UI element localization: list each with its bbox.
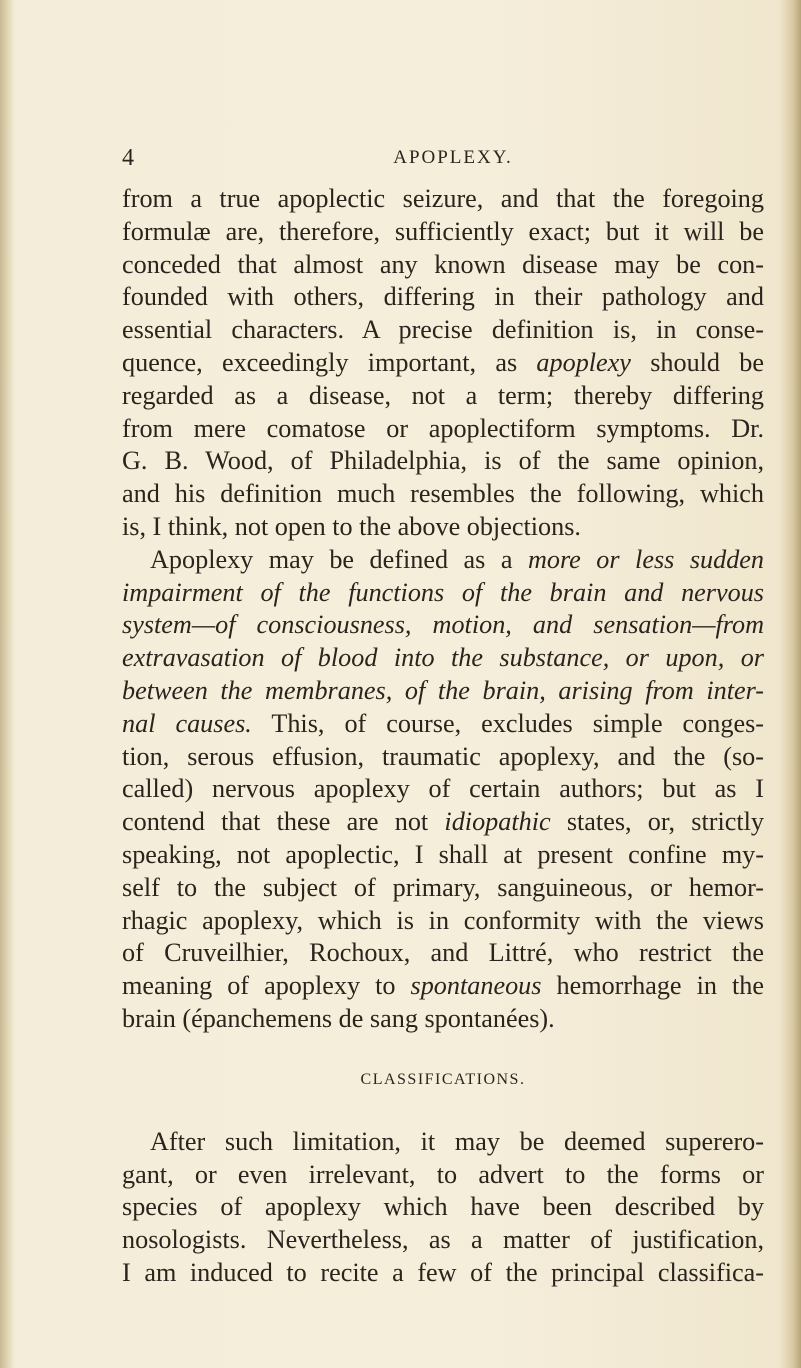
italic-phrase: nal causes. [122,708,252,738]
body-text [122,183,764,1290]
page-gutter-shadow [0,0,14,1368]
text-line: is, I think, not open to the above objections. [122,511,581,541]
page-edge-shadow [779,0,801,1368]
text-line: meaning of apoplexy to spontaneous hemorrhage in the [122,971,764,1001]
text-line: from mere comatose or apoplectiform symptoms. Dr. [122,413,764,443]
italic-line: between the membranes, of the brain, arising from inter- [122,675,764,705]
paragraph-continued [122,183,764,544]
text-line: of Cruveilhier, Rochoux, and Littré, who restrict the [122,938,764,968]
text-line: regarded as a disease, not a term; thereby differing [122,380,764,410]
paragraph-definition [122,544,764,1036]
section-heading: CLASSIFICATIONS. [360,1070,526,1088]
italic-line: impairment of the functions of the brain and nervous [122,577,764,607]
running-head: APOPLEXY. [393,147,513,168]
italic-term: idiopathic [444,807,551,837]
text-line: brain (épanchemens de sang spontanées). [122,1003,555,1033]
text-line: essential characters. A precise definition is, in conse- [122,315,764,345]
text-line: G. B. Wood, of Philadelphia, is of the same opinion, [122,446,764,476]
italic-line: extravasation of blood into the substance, or upon, or [122,643,764,673]
text-line: conceded that almost any known disease may be con- [122,249,764,279]
text-line: I am induced to recite a few of the principal classifica- [122,1257,764,1287]
italic-phrase: more or less sudden [527,544,765,574]
italic-term: apoplexy [536,347,631,377]
text-line: Apoplexy may be defined as a more or less sudden [150,544,765,574]
text-line: tion, serous effusion, traumatic apoplexy, and the (so- [122,741,764,771]
text-line: gant, or even irrelevant, to advert to the forms or [122,1159,764,1189]
text-line: nosologists. Nevertheless, as a matter of justification, [122,1225,764,1255]
italic-term: spontaneous [410,971,542,1001]
text-line: quence, exceedingly important, as apoplexy should be [122,347,764,377]
paragraph-classifications [122,1126,764,1290]
text-line: nal causes. This, of course, excludes simple conges- [122,708,764,738]
text-line: from a true apoplectic seizure, and that the foregoing [122,184,764,213]
text-line: speaking, not apoplectic, I shall at present confine my- [122,839,764,869]
text-line: self to the subject of primary, sanguineous, or hemor- [122,872,764,902]
text-line: rhagic apoplexy, which is in conformity with the views [122,905,764,935]
text-line: founded with others, differing in their pathology and [122,282,764,312]
page-number: 4 [122,145,134,171]
page-header [122,143,764,173]
text-line: After such limitation, it may be deemed superero- [150,1126,764,1156]
text-line: and his definition much resembles the following, which [122,479,764,509]
italic-line: system—of consciousness, motion, and sensation—from [122,610,764,640]
text-line: contend that these are not idiopathic states, or, strictly [122,807,764,837]
text-line: species of apoplexy which have been described by [122,1192,764,1222]
text-line: formulæ are, therefore, sufficiently exact; but it will be [122,216,764,246]
text-line: called) nervous apoplexy of certain authors; but as I [122,774,764,804]
